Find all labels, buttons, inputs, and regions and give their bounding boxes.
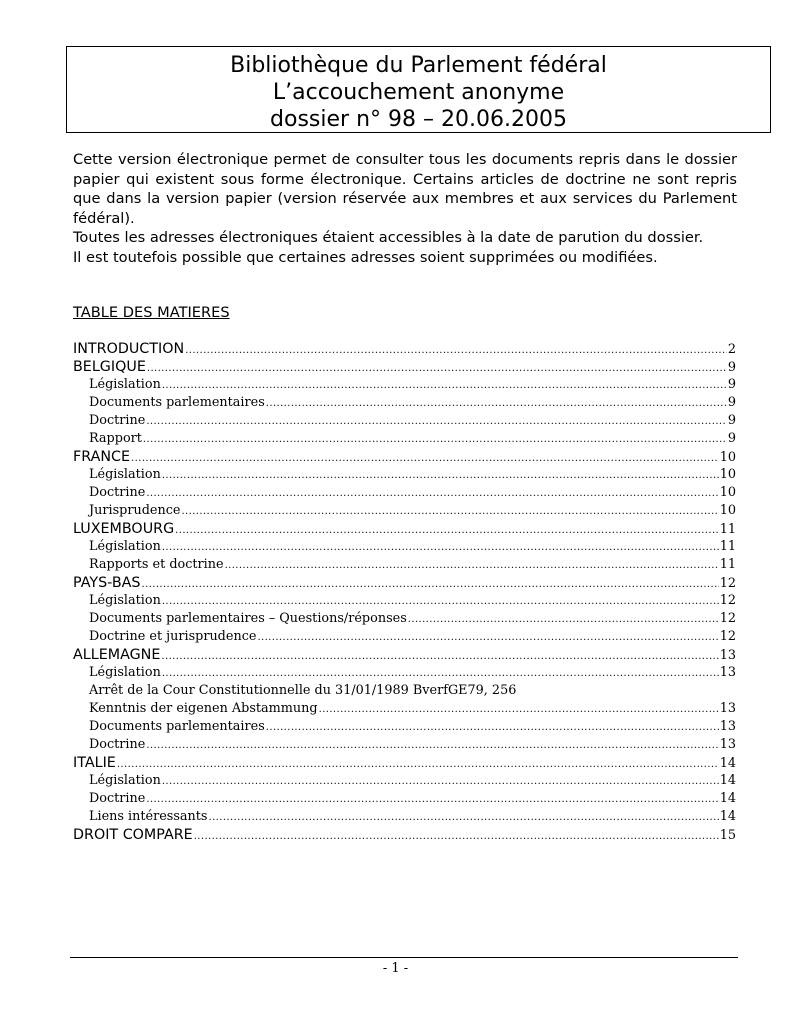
toc-entry-pays-bas[interactable] (73, 575, 736, 593)
toc-page-number: 12 (719, 593, 736, 608)
toc-entry-droit-compare[interactable] (73, 827, 736, 845)
toc-page-number: 10 (719, 485, 736, 500)
toc-leader-dots (185, 341, 727, 357)
toc-entry-title: Doctrine et jurisprudence (89, 629, 257, 644)
toc-entry-title: Documents parlementaires (89, 395, 265, 410)
toc-entry-france-legislation[interactable] (73, 467, 736, 485)
toc-entry-france[interactable] (73, 449, 736, 467)
toc-page-number: 9 (727, 431, 736, 446)
toc-leader-dots (162, 539, 719, 554)
toc-leader-dots (146, 485, 718, 500)
toc-page-number: 14 (719, 773, 736, 788)
toc-leader-dots (408, 611, 719, 626)
dossier-subject: L’accouchement anonyme (272, 80, 565, 105)
toc-entry-title: ALLEMAGNE (73, 647, 161, 663)
toc-leader-dots (147, 359, 727, 375)
toc-leader-dots (161, 647, 718, 663)
toc-entry-luxembourg[interactable] (73, 521, 736, 539)
toc-leader-dots (257, 629, 718, 644)
toc-entry-title: INTRODUCTION (73, 341, 185, 357)
toc-entry-allemagne-documents-parlementaires[interactable] (73, 719, 736, 737)
toc-entry-belgique-doctrine[interactable] (73, 413, 736, 431)
toc-entry-title: Documents parlementaires (89, 719, 265, 734)
toc-page-number: 10 (719, 503, 736, 518)
toc-leader-dots (175, 521, 719, 537)
toc-entry-allemagne-legislation[interactable] (73, 665, 736, 683)
intro-paragraph-addresses: Toutes les adresses électroniques étaient accessibles à la date de parution du dossier. (73, 229, 704, 246)
toc-page-number: 14 (719, 791, 736, 806)
toc-entry-luxembourg-legislation[interactable] (73, 539, 736, 557)
toc-leader-dots (146, 791, 718, 806)
toc-page-number: 12 (719, 629, 736, 644)
toc-entry-title: Jurisprudence (89, 503, 181, 518)
toc-entry-italie-liens[interactable] (73, 809, 736, 827)
toc-entry-title: Doctrine (89, 737, 146, 752)
toc-entry-belgique-rapport[interactable] (73, 431, 736, 449)
toc-leader-dots (194, 827, 719, 843)
intro-paragraph-disclaimer: Il est toutefois possible que certaines adresses soient supprimées ou modifiées. (73, 248, 658, 266)
toc-entry-allemagne-arret-cour[interactable] (73, 683, 736, 701)
toc-page-number: 13 (719, 665, 736, 680)
toc-entry-title: Liens intéressants (89, 809, 208, 824)
toc-entry-title: LUXEMBOURG (73, 521, 175, 537)
toc-entry-title: Documents parlementaires – Questions/réponses (89, 611, 407, 626)
toc-entry-luxembourg-rapports-doctrine[interactable] (73, 557, 736, 575)
toc-entry-allemagne-doctrine[interactable] (73, 737, 736, 755)
intro-paragraph-electronic-version: Cette version électronique permet de consulter tous les documents repris dans le dossier papier qui existent sous forme électronique. Certains articles de doctrine ne sont repris que dans la version papier (version réservée aux membres et aux services du Parlement fédéral). (73, 151, 737, 227)
toc-page-number: 9 (727, 395, 736, 410)
toc-page-number: 11 (719, 557, 736, 572)
toc-leader-dots (131, 449, 719, 465)
toc-entry-title: Arrêt de la Cour Constitutionnelle du 31/01/1989 BverfGE79, 256 (89, 683, 517, 698)
toc-leader-dots (143, 431, 727, 446)
toc-leader-dots (225, 557, 719, 572)
toc-entry-title: Doctrine (89, 413, 146, 428)
toc-entry-title: BELGIQUE (73, 359, 146, 375)
toc-entry-france-doctrine[interactable] (73, 485, 736, 503)
table-of-contents (73, 341, 736, 845)
toc-leader-dots (162, 773, 719, 788)
toc-page-number: 10 (719, 467, 736, 482)
toc-page-number: 9 (727, 377, 736, 392)
toc-entry-title: Législation (89, 773, 161, 788)
toc-leader-dots (266, 719, 719, 734)
toc-leader-dots (142, 575, 719, 591)
toc-entry-title: DROIT COMPARE (73, 827, 193, 843)
toc-entry-allemagne[interactable] (73, 647, 736, 665)
toc-entry-title: Législation (89, 377, 161, 392)
toc-page-number: 14 (719, 809, 736, 824)
toc-entry-title: Législation (89, 539, 161, 554)
page-number: - 1 - (382, 961, 409, 976)
toc-leader-dots (162, 593, 719, 608)
toc-leader-dots (319, 701, 719, 716)
toc-leader-dots (266, 395, 727, 410)
toc-page-number: 10 (719, 450, 736, 465)
toc-page-number: 12 (719, 576, 736, 591)
toc-leader-dots (209, 809, 719, 824)
toc-page-number: 15 (719, 828, 736, 843)
toc-page-number: 2 (727, 342, 736, 357)
dossier-number-date: dossier n° 98 – 20.06.2005 (270, 107, 567, 132)
toc-entry-allemagne-kenntnis[interactable] (73, 701, 736, 719)
toc-page-number: 11 (719, 522, 736, 537)
library-name: Bibliothèque du Parlement fédéral (230, 53, 607, 78)
toc-entry-title: Kenntnis der eigenen Abstammung (89, 701, 318, 716)
toc-entry-italie-doctrine[interactable] (73, 791, 736, 809)
document-title-box (66, 46, 771, 133)
toc-leader-dots (117, 755, 719, 771)
toc-entry-belgique[interactable] (73, 359, 736, 377)
toc-entry-title: ITALIE (73, 755, 116, 771)
toc-entry-belgique-legislation[interactable] (73, 377, 736, 395)
toc-page-number: 11 (719, 539, 736, 554)
toc-entry-introduction[interactable] (73, 341, 736, 359)
toc-page-number: 13 (719, 648, 736, 663)
toc-entry-france-jurisprudence[interactable] (73, 503, 736, 521)
toc-page-number: 12 (719, 611, 736, 626)
toc-entry-title: Rapport (89, 431, 142, 446)
toc-page-number: 9 (727, 413, 736, 428)
toc-entry-belgique-documents-parlementaires[interactable] (73, 395, 736, 413)
toc-entry-title: Législation (89, 593, 161, 608)
toc-entry-title: Doctrine (89, 485, 146, 500)
toc-entry-italie-legislation[interactable] (73, 773, 736, 791)
toc-heading: TABLE DES MATIERES (73, 304, 230, 321)
toc-entry-title: Législation (89, 665, 161, 680)
toc-leader-dots (162, 377, 727, 392)
intro-text (73, 150, 737, 267)
toc-entry-pays-bas-doctrine-jurisprudence[interactable] (73, 629, 736, 647)
toc-leader-dots (162, 665, 719, 680)
toc-entry-italie[interactable] (73, 755, 736, 773)
toc-page-number: 13 (719, 701, 736, 716)
toc-page-number: 14 (719, 756, 736, 771)
toc-entry-title: PAYS-BAS (73, 575, 141, 591)
footer-divider (70, 957, 738, 958)
toc-entry-title: Rapports et doctrine (89, 557, 224, 572)
toc-entry-pays-bas-legislation[interactable] (73, 593, 736, 611)
toc-leader-dots (162, 467, 719, 482)
toc-leader-dots (146, 413, 727, 428)
toc-page-number: 13 (719, 719, 736, 734)
toc-page-number: 9 (727, 360, 736, 375)
toc-leader-dots (181, 503, 718, 518)
toc-page-number: 13 (719, 737, 736, 752)
toc-entry-title: FRANCE (73, 449, 131, 465)
toc-entry-pays-bas-documents-questions[interactable] (73, 611, 736, 629)
toc-entry-title: Législation (89, 467, 161, 482)
toc-entry-title: Doctrine (89, 791, 146, 806)
toc-leader-dots (146, 737, 718, 752)
